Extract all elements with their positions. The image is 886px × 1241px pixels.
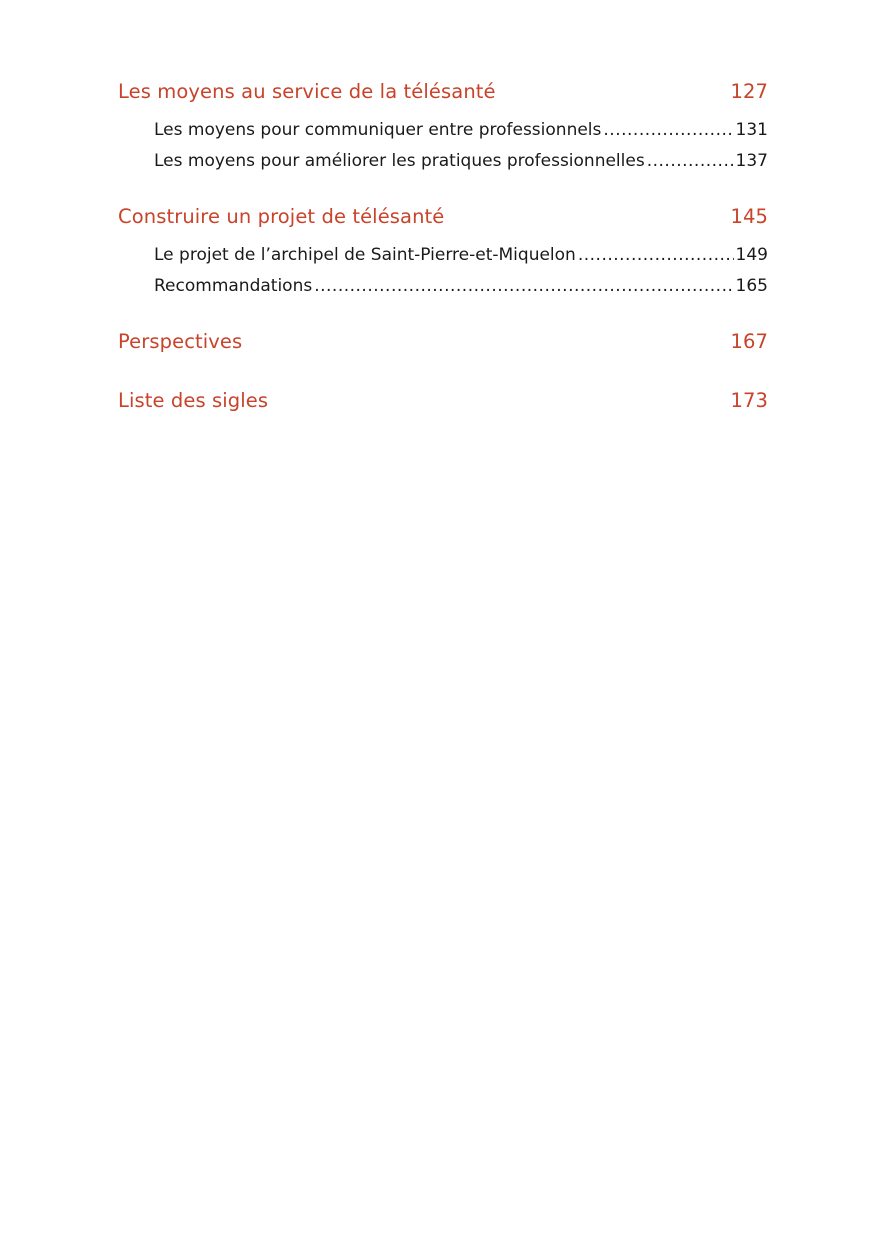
toc-section-title: Perspectives	[118, 330, 243, 353]
toc-section	[118, 387, 768, 415]
toc-subsection[interactable]	[154, 115, 768, 146]
toc-section	[118, 203, 768, 302]
toc-subsection[interactable]	[154, 240, 768, 271]
toc-subsection-title: Recommandations	[154, 276, 313, 296]
toc-section-page: 127	[730, 80, 768, 103]
table-of-contents	[118, 78, 768, 441]
dot-leader	[578, 240, 734, 271]
toc-section-title: Liste des sigles	[118, 389, 269, 412]
toc-section-page: 145	[730, 205, 768, 228]
dot-leader	[603, 115, 733, 146]
toc-section-heading[interactable]	[118, 78, 768, 106]
toc-section-heading[interactable]	[118, 328, 768, 356]
toc-section-page: 167	[730, 330, 768, 353]
toc-section	[118, 328, 768, 356]
toc-subsection-title: Les moyens pour communiquer entre professionnels	[154, 120, 602, 140]
toc-section-page: 173	[730, 389, 768, 412]
toc-subsection-page: 137	[735, 151, 768, 171]
dot-leader	[314, 271, 733, 302]
toc-section-heading[interactable]	[118, 387, 768, 415]
toc-section-title: Les moyens au service de la télésanté	[118, 80, 496, 103]
dot-leader	[647, 146, 734, 177]
toc-subsection-page: 165	[735, 276, 768, 296]
toc-subsection[interactable]	[154, 271, 768, 302]
toc-section-title: Construire un projet de télésanté	[118, 205, 445, 228]
toc-section	[118, 78, 768, 177]
toc-subsection-page: 131	[735, 120, 768, 140]
toc-subsection-list	[118, 240, 768, 302]
toc-subsection[interactable]	[154, 146, 768, 177]
toc-subsection-title: Les moyens pour améliorer les pratiques professionnelles	[154, 151, 645, 171]
toc-section-heading[interactable]	[118, 203, 768, 231]
toc-subsection-page: 149	[735, 245, 768, 265]
toc-subsection-list	[118, 115, 768, 177]
toc-subsection-title: Le projet de l’archipel de Saint-Pierre-et-Miquelon	[154, 245, 576, 265]
